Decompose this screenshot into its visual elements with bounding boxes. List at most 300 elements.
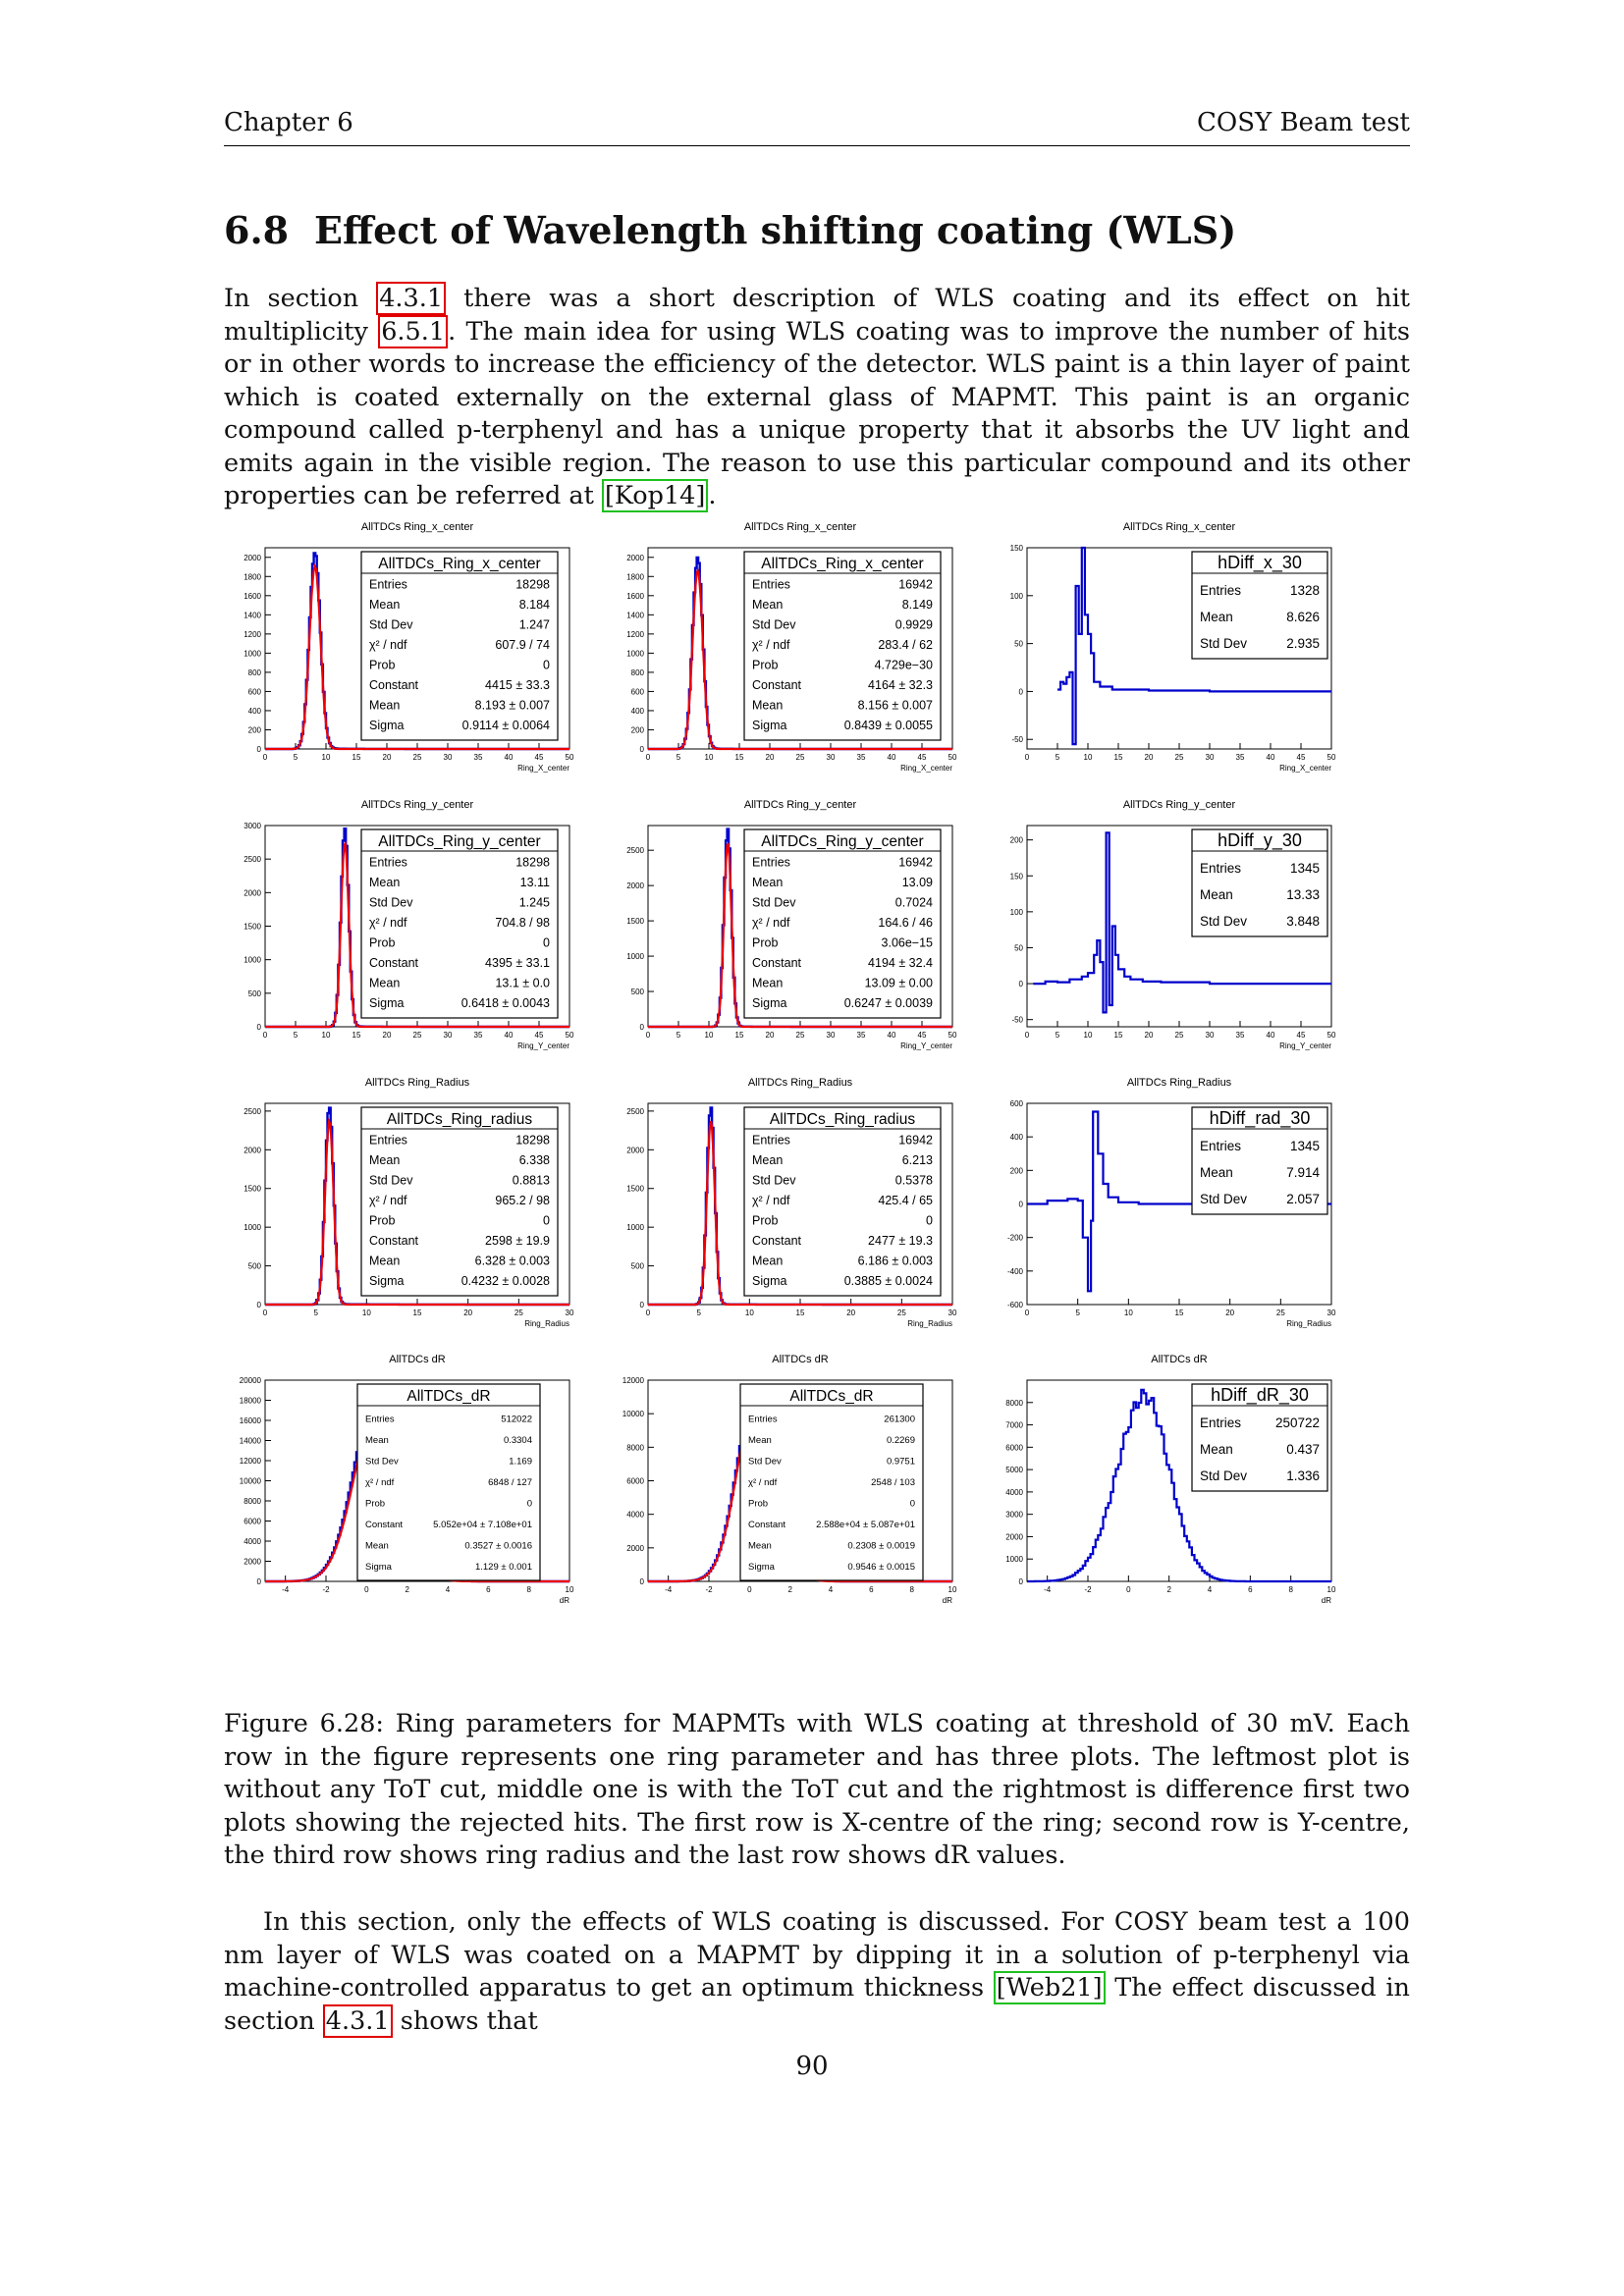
stats-key: Constant (365, 1520, 404, 1530)
stats-key: Entries (369, 855, 407, 870)
stats-value: 1.169 (509, 1456, 532, 1468)
stats-value: 0 (926, 1213, 933, 1228)
stats-value: 1345 (1289, 861, 1320, 876)
citation-kop14[interactable]: [Kop14] (602, 479, 708, 512)
stats-value: 0.2308 ± 0.0019 (847, 1540, 915, 1552)
chart-3-3 (1007, 1077, 1336, 1328)
stats-key: χ² / ndf (748, 1477, 778, 1488)
stats-key: Entries (748, 1414, 778, 1425)
stats-value: 607.9 / 74 (495, 638, 550, 652)
y-tick-label: 1000 (626, 1223, 644, 1233)
x-tick-label: 4 (828, 1585, 834, 1594)
y-tick-label: 2500 (244, 1106, 261, 1116)
x-tick-label: 10 (565, 1585, 574, 1594)
x-tick-label: 30 (443, 753, 453, 762)
stats-key: Constant (369, 956, 419, 970)
y-tick-label: 4000 (244, 1537, 261, 1546)
y-tick-label: 0 (1018, 980, 1023, 989)
x-tick-label: 30 (565, 1308, 574, 1317)
y-tick-label: 1800 (244, 572, 261, 582)
y-tick-label: 5000 (1005, 1466, 1023, 1475)
stats-value: 0.9546 ± 0.0015 (847, 1562, 915, 1573)
x-tick-label: 10 (361, 1308, 371, 1317)
x-tick-label: 25 (514, 1308, 523, 1317)
y-tick-label: 2000 (626, 881, 644, 891)
stats-key: Mean (1200, 887, 1233, 902)
x-tick-label: 40 (1266, 753, 1275, 762)
stats-value: 0.9929 (894, 617, 933, 632)
x-tick-label: 6 (1248, 1585, 1253, 1594)
y-tick-label: 0 (1018, 1200, 1023, 1209)
stats-key: Std Dev (752, 895, 796, 910)
stats-value: 261300 (884, 1414, 915, 1425)
stats-key: Entries (1200, 861, 1242, 876)
stats-key: Std Dev (752, 617, 796, 632)
x-tick-label: 25 (1174, 753, 1184, 762)
x-tick-label: 45 (534, 753, 544, 762)
stats-key: Mean (752, 876, 784, 889)
y-tick-label: 1500 (626, 917, 644, 927)
y-tick-label: 0 (639, 1577, 644, 1586)
y-tick-label: 4000 (1005, 1487, 1023, 1497)
x-tick-label: -2 (705, 1585, 713, 1594)
x-tick-label: 5 (676, 753, 681, 762)
x-tick-label: 45 (1296, 1031, 1306, 1040)
stats-value: 1328 (1289, 583, 1320, 598)
text-run: shows that (392, 2005, 538, 2036)
stats-value: 13.33 (1286, 887, 1320, 902)
y-tick-label: 7000 (1005, 1420, 1023, 1430)
stats-value: 1345 (1289, 1139, 1320, 1153)
y-tick-label: 2500 (626, 1106, 644, 1116)
x-tick-label: 25 (412, 1031, 422, 1040)
x-tick-label: 4 (445, 1585, 451, 1594)
stats-key: χ² / ndf (752, 1194, 790, 1207)
x-tick-label: 10 (704, 753, 714, 762)
x-tick-label: 30 (1326, 1308, 1336, 1317)
stats-key: Entries (1200, 1139, 1242, 1153)
x-tick-label: -4 (665, 1585, 673, 1594)
stats-value: 0 (526, 1498, 532, 1510)
y-tick-label: 1000 (626, 952, 644, 962)
stats-key: Entries (369, 1133, 407, 1148)
stats-value: 1.129 ± 0.001 (474, 1562, 532, 1573)
x-tick-label: 15 (1113, 1031, 1123, 1040)
stats-value: 0.437 (1286, 1442, 1320, 1457)
y-tick-label: 100 (1009, 907, 1023, 917)
y-tick-label: 500 (247, 1261, 261, 1271)
x-tick-label: 0 (645, 1308, 651, 1317)
x-tick-label: 0 (1024, 753, 1030, 762)
x-tick-label: 25 (1275, 1308, 1285, 1317)
stats-key: χ² / ndf (752, 916, 790, 930)
x-tick-label: 40 (887, 753, 896, 762)
y-tick-label: 600 (1009, 1099, 1023, 1108)
x-tick-label: 45 (917, 753, 927, 762)
stats-key: Entries (752, 1133, 790, 1148)
x-tick-label: 50 (1326, 1031, 1336, 1040)
stats-value: 0 (543, 935, 550, 950)
x-tick-label: 10 (1083, 753, 1093, 762)
stats-value: 8.193 ± 0.007 (474, 698, 550, 713)
stats-title: AllTDCs_Ring_y_center (378, 833, 541, 850)
x-tick-label: 0 (645, 753, 651, 762)
stats-key: Prob (369, 1213, 396, 1228)
y-tick-label: 1000 (626, 649, 644, 659)
x-tick-label: 25 (795, 753, 805, 762)
y-tick-label: 10000 (622, 1410, 644, 1419)
paragraph-intro (224, 283, 1410, 513)
chart-2-3 (1010, 799, 1336, 1050)
x-tick-label: 15 (412, 1308, 422, 1317)
y-tick-label: 4000 (626, 1510, 644, 1520)
stats-key: Mean (748, 1435, 772, 1446)
y-tick-label: 18000 (239, 1396, 261, 1406)
stats-key: Prob (752, 658, 779, 672)
x-tick-label: 8 (1288, 1585, 1293, 1594)
chart-title: AllTDCs Ring_x_center (1122, 521, 1236, 533)
stats-value: 8.626 (1286, 610, 1320, 624)
x-tick-label: 50 (947, 753, 957, 762)
y-tick-label: 600 (630, 687, 644, 697)
stats-key: Entries (752, 855, 790, 870)
x-tick-label: 5 (1075, 1308, 1080, 1317)
x-axis-label: dR (1321, 1596, 1331, 1605)
stats-value: 0.3885 ± 0.0024 (843, 1274, 933, 1288)
stats-title: AllTDCs_Ring_y_center (761, 833, 924, 850)
y-tick-label: 0 (1018, 1577, 1023, 1586)
x-tick-label: 15 (352, 1031, 361, 1040)
chart-title: AllTDCs Ring_Radius (1126, 1077, 1232, 1089)
stats-value: 0.3304 (503, 1435, 532, 1446)
y-tick-label: 200 (630, 725, 644, 735)
y-tick-label: 400 (630, 706, 644, 716)
x-axis-label: dR (942, 1596, 952, 1605)
stats-value: 16942 (898, 855, 933, 870)
stats-key: Entries (365, 1414, 395, 1425)
y-tick-label: 2500 (626, 846, 644, 856)
y-tick-label: -400 (1006, 1266, 1023, 1276)
y-tick-label: 1500 (244, 922, 261, 932)
stats-value: 0.4232 ± 0.0028 (460, 1274, 550, 1288)
x-tick-label: 10 (704, 1031, 714, 1040)
x-tick-label: 25 (412, 753, 422, 762)
citation-web21[interactable]: [Web21] (994, 1971, 1106, 2004)
stats-key: Std Dev (752, 1173, 796, 1188)
stats-value: 512022 (501, 1414, 532, 1425)
stats-value: 164.6 / 46 (878, 916, 933, 930)
stats-key: Entries (1200, 583, 1242, 598)
chart-title: AllTDCs Ring_y_center (743, 799, 857, 811)
x-tick-label: 10 (321, 753, 331, 762)
stats-key: Prob (369, 935, 396, 950)
stats-value: 13.09 ± 0.00 (864, 976, 933, 990)
x-tick-label: 5 (1055, 1031, 1060, 1040)
stats-key: Sigma (369, 996, 405, 1010)
y-tick-label: 0 (256, 1023, 261, 1032)
chart-1-2 (626, 521, 957, 773)
text-run: In this section, only the effects of WLS coating is discussed. For COSY beam test a 100 nm layer of WLS was coated on a MAPMT by dipping it in a solution of p-terphenyl via machine-controlled apparatus to get an optimum thickness (224, 1907, 1410, 2002)
x-tick-label: 10 (321, 1031, 331, 1040)
x-tick-label: 0 (262, 1031, 268, 1040)
y-tick-label: 200 (1009, 835, 1023, 845)
chart-2-2 (626, 799, 957, 1050)
stats-value: 2.588e+04 ± 5.087e+01 (816, 1520, 915, 1530)
y-tick-label: 1000 (244, 649, 261, 659)
x-tick-label: 35 (856, 1031, 866, 1040)
x-tick-label: 10 (947, 1585, 957, 1594)
chart-4-1 (240, 1354, 574, 1605)
x-tick-label: 30 (947, 1308, 957, 1317)
x-tick-label: 35 (856, 753, 866, 762)
y-tick-label: 0 (256, 1577, 261, 1586)
stats-key: χ² / ndf (365, 1477, 395, 1488)
stats-value: 4194 ± 32.4 (868, 956, 933, 970)
stats-value: 4164 ± 32.3 (868, 678, 933, 692)
y-tick-label: 14000 (239, 1436, 261, 1446)
stats-value: 18298 (515, 855, 550, 870)
y-tick-label: 2000 (244, 1557, 261, 1567)
y-tick-label: 2000 (244, 888, 261, 898)
stats-value: 18298 (515, 1133, 550, 1148)
stats-value: 0.3527 ± 0.0016 (464, 1540, 532, 1552)
x-tick-label: 20 (1144, 1031, 1154, 1040)
y-tick-label: 150 (1009, 872, 1023, 881)
x-tick-label: 45 (534, 1031, 544, 1040)
stats-key: Constant (369, 678, 419, 692)
x-tick-label: 10 (1326, 1585, 1336, 1594)
stats-value: 18298 (515, 577, 550, 592)
x-tick-label: 30 (826, 1031, 836, 1040)
stats-key: Sigma (369, 1274, 405, 1288)
x-tick-label: -2 (1084, 1585, 1092, 1594)
x-tick-label: 5 (313, 1308, 318, 1317)
stats-value: 0.8439 ± 0.0055 (843, 719, 933, 732)
y-tick-label: 2000 (626, 1146, 644, 1155)
y-tick-label: 2000 (244, 1146, 261, 1155)
stats-value: 283.4 / 62 (878, 638, 933, 652)
x-tick-label: 20 (846, 1308, 856, 1317)
stats-key: Prob (748, 1498, 769, 1510)
section-link-6-5-1[interactable]: 6.5.1 (378, 315, 448, 348)
x-tick-label: 0 (747, 1585, 752, 1594)
stats-title: AllTDCs_dR (406, 1388, 491, 1405)
x-tick-label: 25 (795, 1031, 805, 1040)
chart-title: AllTDCs Ring_y_center (360, 799, 474, 811)
x-tick-label: 0 (262, 753, 268, 762)
x-tick-label: 20 (1144, 753, 1154, 762)
x-tick-label: 25 (896, 1308, 906, 1317)
stats-value: 0.6418 ± 0.0043 (460, 996, 550, 1010)
stats-key: Mean (369, 1153, 401, 1167)
y-tick-label: 0 (639, 1301, 644, 1309)
y-tick-label: 1000 (244, 1223, 261, 1233)
y-tick-label: -50 (1011, 735, 1023, 745)
y-tick-label: 8000 (1005, 1398, 1023, 1408)
stats-value: 6.186 ± 0.003 (857, 1254, 933, 1268)
chart-1-3 (1010, 521, 1336, 773)
stats-value: 2.057 (1286, 1192, 1320, 1206)
stats-value: 16942 (898, 577, 933, 592)
x-tick-label: 40 (887, 1031, 896, 1040)
x-tick-label: 30 (826, 753, 836, 762)
x-tick-label: 0 (364, 1585, 369, 1594)
x-axis-label: Ring_Y_center (517, 1041, 569, 1050)
y-tick-label: 1500 (244, 1184, 261, 1194)
figure-6-28 (224, 518, 1410, 1657)
section-link-4-3-1[interactable]: 4.3.1 (376, 282, 446, 315)
y-tick-label: 20000 (239, 1376, 261, 1385)
x-axis-label: Ring_X_center (517, 764, 569, 773)
stats-key: Sigma (748, 1562, 775, 1573)
y-tick-label: 2000 (626, 1543, 644, 1553)
paragraph-wls (224, 1906, 1410, 2038)
x-tick-label: 4 (1207, 1585, 1213, 1594)
x-tick-label: 15 (734, 753, 744, 762)
x-tick-label: 5 (293, 1031, 298, 1040)
stats-title: hDiff_rad_30 (1209, 1108, 1311, 1128)
section-heading (224, 208, 1236, 252)
y-tick-label: -600 (1006, 1301, 1023, 1309)
y-tick-label: 8000 (626, 1443, 644, 1453)
x-tick-label: -4 (1044, 1585, 1052, 1594)
chart-title: AllTDCs Ring_Radius (364, 1077, 470, 1089)
y-tick-label: 200 (247, 725, 261, 735)
x-tick-label: 0 (1126, 1585, 1131, 1594)
stats-key: Std Dev (369, 617, 413, 632)
chart-title: AllTDCs Ring_x_center (743, 521, 857, 533)
stats-key: Std Dev (1200, 914, 1248, 929)
stats-key: χ² / ndf (752, 638, 790, 652)
x-tick-label: 2 (1166, 1585, 1171, 1594)
stats-value: 0.8813 (512, 1173, 550, 1188)
x-tick-label: 35 (1235, 753, 1245, 762)
stats-value: 3.06e−15 (881, 935, 933, 950)
text-run: there was a short description of WLS coating and its effect on hit multiplicity (224, 284, 1410, 347)
stats-title: AllTDCs_Ring_x_center (378, 556, 541, 572)
y-tick-label: 100 (1009, 591, 1023, 601)
x-tick-label: 0 (1024, 1308, 1030, 1317)
chart-title: AllTDCs Ring_x_center (360, 521, 474, 533)
section-number: 6.8 (224, 208, 290, 252)
stats-key: Entries (369, 577, 407, 592)
chart-title: AllTDCs dR (1151, 1354, 1208, 1365)
x-tick-label: 40 (1266, 1031, 1275, 1040)
stats-key: Mean (369, 1254, 401, 1268)
stats-key: Constant (752, 678, 802, 692)
y-tick-label: 3000 (1005, 1510, 1023, 1520)
x-tick-label: 45 (917, 1031, 927, 1040)
stats-key: Sigma (369, 719, 405, 732)
x-tick-label: 30 (1205, 1031, 1215, 1040)
stats-value: 4395 ± 33.1 (485, 956, 550, 970)
x-tick-label: 6 (486, 1585, 491, 1594)
x-tick-label: 5 (1055, 753, 1060, 762)
stats-title: hDiff_dR_30 (1211, 1385, 1309, 1405)
stats-key: Mean (369, 976, 401, 990)
stats-value: 1.336 (1286, 1468, 1320, 1483)
stats-key: Mean (365, 1435, 389, 1446)
stats-title: hDiff_x_30 (1218, 553, 1302, 572)
stats-key: Mean (752, 1254, 784, 1268)
y-tick-label: 2000 (626, 553, 644, 562)
y-tick-label: 0 (639, 745, 644, 754)
stats-value: 13.1 ± 0.0 (495, 976, 550, 990)
x-axis-label: dR (559, 1596, 569, 1605)
y-tick-label: 1000 (244, 955, 261, 965)
y-tick-label: -50 (1011, 1015, 1023, 1025)
stats-title: hDiff_y_30 (1218, 830, 1302, 850)
chart-title: AllTDCs Ring_y_center (1122, 799, 1236, 811)
stats-value: 2548 / 103 (871, 1477, 915, 1488)
x-tick-label: 35 (1235, 1031, 1245, 1040)
y-tick-label: 1200 (244, 629, 261, 639)
y-tick-label: 6000 (1005, 1443, 1023, 1453)
y-tick-label: -200 (1006, 1233, 1023, 1243)
x-axis-label: Ring_Radius (1286, 1319, 1331, 1328)
stats-value: 425.4 / 65 (878, 1194, 933, 1207)
x-tick-label: 20 (1225, 1308, 1235, 1317)
x-tick-label: 15 (1113, 753, 1123, 762)
stats-value: 0.6247 ± 0.0039 (843, 996, 933, 1010)
stats-key: Std Dev (748, 1456, 782, 1468)
x-tick-label: 0 (645, 1031, 651, 1040)
y-tick-label: 2000 (244, 553, 261, 562)
x-tick-label: 8 (909, 1585, 914, 1594)
x-tick-label: 50 (565, 1031, 574, 1040)
x-tick-label: 10 (1083, 1031, 1093, 1040)
y-tick-label: 10000 (239, 1476, 261, 1486)
stats-key: Mean (1200, 610, 1233, 624)
x-axis-label: Ring_X_center (1279, 764, 1331, 773)
stats-key: Prob (752, 935, 779, 950)
y-tick-label: 12000 (239, 1457, 261, 1466)
stats-value: 2.935 (1286, 636, 1320, 651)
stats-key: Mean (365, 1540, 389, 1552)
y-tick-label: 0 (639, 1023, 644, 1032)
stats-key: Entries (1200, 1415, 1242, 1430)
x-tick-label: 20 (463, 1308, 473, 1317)
y-tick-label: 1500 (626, 1184, 644, 1194)
stats-key: Mean (752, 598, 784, 612)
x-tick-label: 50 (947, 1031, 957, 1040)
stats-key: Prob (369, 658, 396, 672)
stats-value: 8.184 (518, 598, 550, 612)
stats-value: 0.2269 (886, 1435, 915, 1446)
y-tick-label: 2000 (1005, 1532, 1023, 1542)
x-tick-label: 5 (293, 753, 298, 762)
y-tick-label: 2500 (244, 855, 261, 865)
stats-key: χ² / ndf (369, 1194, 407, 1207)
y-tick-label: 1200 (626, 629, 644, 639)
y-tick-label: 1400 (626, 611, 644, 620)
x-tick-label: 30 (1205, 753, 1215, 762)
section-link-4-3-1-b[interactable]: 4.3.1 (323, 2004, 393, 2038)
stats-key: χ² / ndf (369, 638, 407, 652)
stats-key: Mean (752, 698, 784, 713)
text-run: . The main idea for using WLS coating was to improve the number of hits or in other words to increase the efficiency of the detector. WLS paint is a thin layer of paint which is coated externally on the external glass of MAPMT. This paint is an organic compound called p-terphenyl and has a unique property that it absorbs the UV light and emits again in the visible region. The reason to use this particular compound and its other properties can be referred at (224, 316, 1410, 510)
stats-value: 0.9751 (886, 1456, 915, 1468)
stats-key: Mean (748, 1540, 772, 1552)
chart-title: AllTDCs dR (389, 1354, 446, 1365)
x-tick-label: 35 (473, 753, 483, 762)
stats-key: Mean (369, 598, 401, 612)
x-tick-label: 0 (1024, 1031, 1030, 1040)
page-number: 90 (795, 2052, 829, 2081)
stats-value: 3.848 (1286, 914, 1320, 929)
stats-value: 4.729e−30 (874, 658, 933, 672)
stats-key: Sigma (752, 996, 787, 1010)
